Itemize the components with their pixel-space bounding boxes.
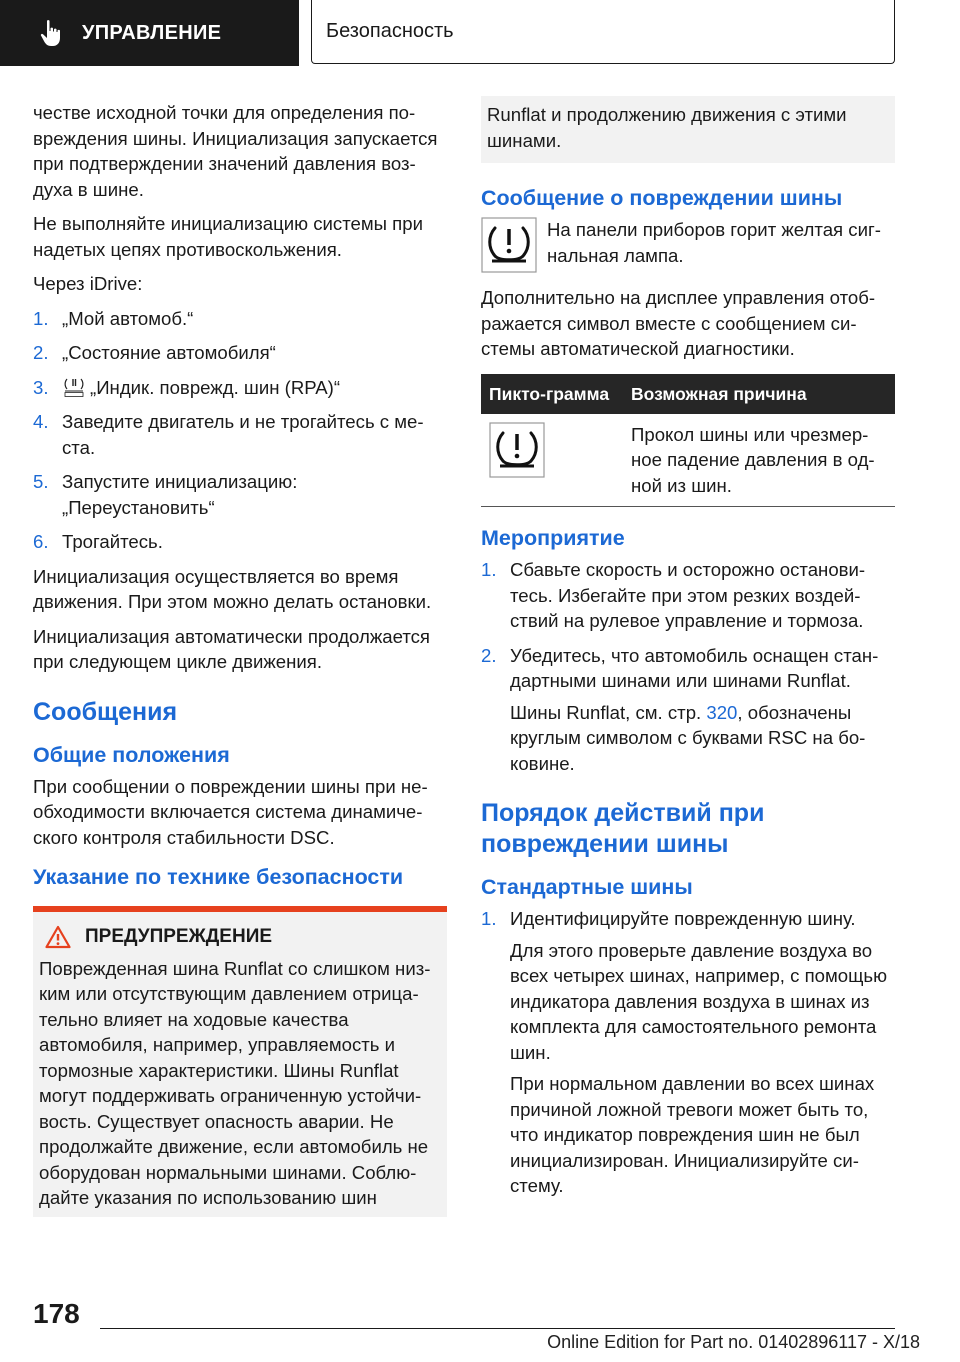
warning-text: Поврежденная шина Runflat со слишком низ-ким или отсутствующим давлением отрица-тельно влияет на ходовые качества автомобиля, например, управляемость и тормозные характеристики. Шины Runflat могут поддерживать ограниченную устойчи-вость. Существует опасность аварии. Не продолжайте движение, если автомобиль не оборудован нормальными шинами. Соблю-дайте указания по использованию шин [39, 957, 431, 1208]
paragraph: Инициализация автоматически продолжается при следующем цикле движения. [33, 625, 431, 672]
section-title: УПРАВЛЕНИЕ [82, 21, 222, 44]
step-detail: При нормальном давлении во всех шинах причиной ложной тревоги может быть то, что индикатор повреждения шин не был инициализирован. Инициализируйте си-стему. [510, 1073, 875, 1196]
right-column [481, 100, 895, 1208]
runflat-note-text: Шины Runflat, см. стр. [510, 701, 707, 723]
step-number: 1. [481, 559, 497, 580]
step-text: „Индик. поврежд. шин (RPA)“ [90, 376, 341, 398]
standard-steps [481, 906, 895, 1199]
tire-reset-icon [62, 376, 86, 398]
hand-pointer-icon [36, 18, 66, 48]
list-item [33, 375, 447, 401]
left-column [33, 100, 447, 1217]
step-text: Сбавьте скорость и осторожно останови-тесь. Избегайте при этом резких воздей-ствий на рулевое управление и тормоза. [510, 559, 866, 631]
heading-tire-message: Сообщение о повреждении шины [481, 186, 843, 210]
heading-procedure: Порядок действий при повреждении шины [481, 799, 765, 858]
warning-text-continued: Runflat и продолжению движения с этими шинами. [487, 104, 847, 151]
edition-note: Online Edition for Part no. 01402896117 - X/18 [547, 1332, 920, 1352]
list-item [33, 469, 447, 520]
page-reference-link[interactable]: 320 [706, 701, 738, 723]
warning-box [33, 906, 447, 1217]
step-number: 5. [33, 471, 49, 492]
heading-measure: Мероприятие [481, 526, 625, 550]
paragraph: честве исходной точки для определения по-вреждения шины. Инициализация запускается при подтверждении значений давления воз-духа в шине. [33, 102, 438, 200]
step-text: Убедитесь, что автомобиль оснащен стан-дартными шинами или шинами Runflat. [510, 644, 879, 691]
chapter-tab [311, 0, 895, 64]
footer-divider [100, 1328, 895, 1329]
step-number: 6. [33, 531, 49, 552]
paragraph: Через iDrive: [33, 273, 143, 294]
list-item [481, 643, 895, 777]
step-number: 1. [33, 307, 49, 329]
step-number: 2. [481, 644, 497, 666]
step-number: 4. [33, 411, 49, 432]
step-number: 1. [481, 908, 497, 929]
list-item [33, 409, 447, 460]
heading-messages: Сообщения [33, 697, 178, 726]
runflat-note-text: , обозначены круглым символом с буквами RSC на бо-ковине. [510, 701, 866, 774]
section-tab [0, 0, 299, 66]
paragraph: Дополнительно на дисплее управления отоб-ражается символ вместе с сообщением си-стемы автоматической диагностики. [481, 287, 876, 359]
chapter-title: Безопасность [326, 20, 454, 42]
page-number: 178 [33, 1298, 80, 1329]
step-text: „Состояние автомобиля“ [62, 342, 276, 363]
heading-safety: Указание по технике безопасности [33, 865, 404, 889]
step-text: Идентифицируйте поврежденную шину. [510, 908, 856, 929]
tire-damage-warning-icon [481, 217, 537, 273]
step-text: Запустите инициализацию: „Переустановить“ [62, 471, 298, 518]
table-header-cause: Возможная причина [623, 374, 895, 414]
list-item [33, 529, 447, 555]
step-text: „Мой автомоб.“ [62, 307, 194, 329]
table-cell-cause: Прокол шины или чрезмер-ное падение давления в од-ной из шин. [623, 414, 895, 507]
step-number: 2. [33, 342, 49, 363]
measure-steps [481, 557, 895, 776]
page-header [0, 0, 960, 66]
list-item [481, 906, 895, 1199]
step-text: Трогайтесь. [62, 531, 163, 552]
step-text: Заведите двигатель и не трогайтесь с ме-ста. [62, 411, 424, 458]
tire-damage-warning-icon [489, 422, 545, 478]
table-header-pictogram: Пикто-грамма [481, 374, 623, 414]
table-row [481, 414, 895, 507]
idrive-steps [33, 306, 447, 555]
paragraph: При сообщении о повреждении шины при не-обходимости включается система динамиче-ского контроля стабильности DSC. [33, 775, 428, 848]
warning-header [39, 924, 441, 950]
list-item [33, 340, 447, 366]
step-number: 3. [33, 376, 49, 398]
paragraph: Инициализация осуществляется во время движения. При этом можно делать остановки. [33, 565, 432, 612]
table-cell-pictogram [481, 414, 623, 507]
pictogram-table [481, 374, 895, 508]
heading-standard-tires: Стандартные шины [481, 875, 693, 899]
warning-title: ПРЕДУПРЕЖДЕНИЕ [85, 926, 273, 947]
warning-box-continuation [481, 96, 895, 163]
list-item [481, 557, 895, 634]
warning-triangle-icon [45, 925, 71, 949]
paragraph: Не выполняйте инициализацию системы при надетых цепях противоскольжения. [33, 213, 423, 260]
runflat-note [510, 700, 895, 777]
page-footer [0, 1290, 960, 1362]
heading-general: Общие положения [33, 742, 230, 767]
step-detail: Для этого проверьте давление воздуха во всех четырех шинах, например, с помощью индикатора давления воздуха в шинах из комплекта для самостоятельного ремонта шин. [510, 939, 888, 1063]
indicator-lamp-row [481, 217, 895, 273]
lamp-description: На панели приборов горит желтая сиг-нальная лампа. [547, 219, 881, 266]
list-item [33, 306, 447, 332]
